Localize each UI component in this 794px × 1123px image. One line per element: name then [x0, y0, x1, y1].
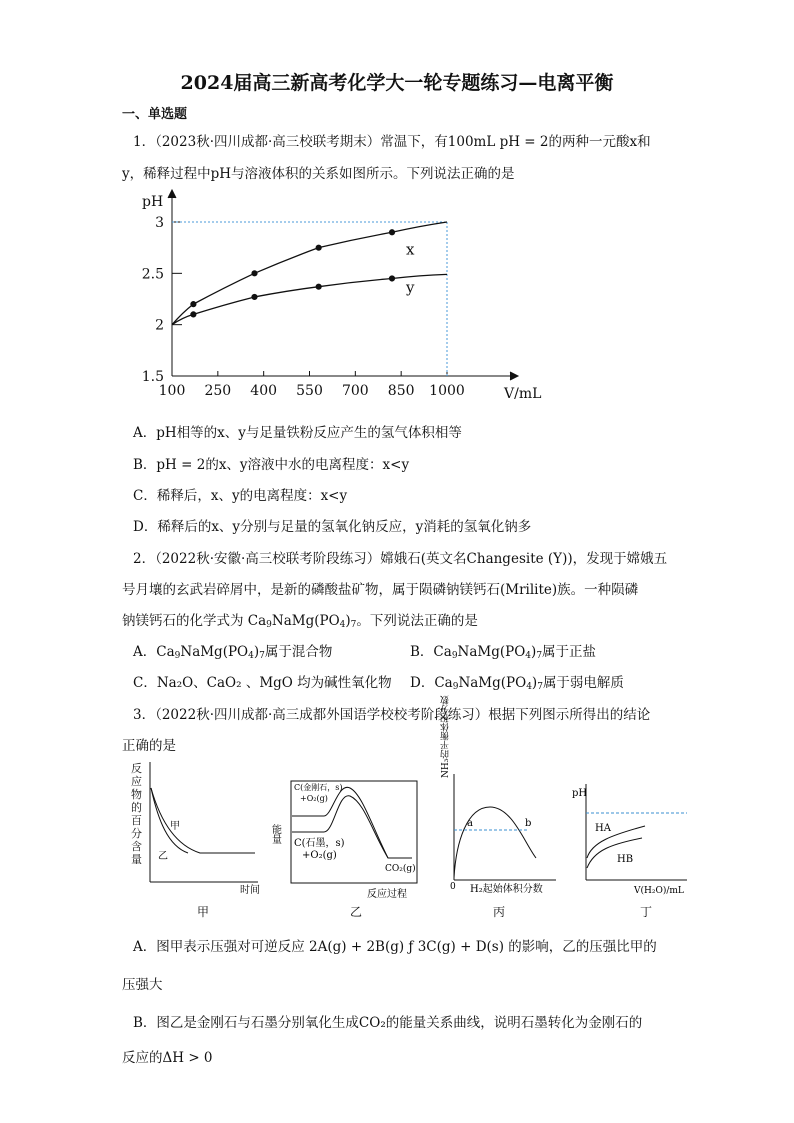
fig-yi-graphite-o2: +O₂(g): [302, 850, 337, 861]
y-tick-label: 2: [155, 317, 164, 334]
q1-option-b: B．pH = 2的x、y溶液中水的电离程度：x<y: [133, 457, 410, 473]
fig-ding-ylabel: pH: [572, 788, 588, 799]
x-axis-label: V/mL: [504, 386, 542, 402]
section-heading: 一、单选题: [122, 107, 188, 122]
q2-option-a-text: 属于混合物: [264, 644, 333, 660]
x-tick-label: 250: [204, 383, 232, 399]
x-tick-label: 700: [341, 383, 369, 399]
x-tick-label: 850: [387, 383, 415, 399]
q3-option-a-line1: A．图甲表示压强对可逆反应 2A(g) + 2B(g) ƒ 3C(g) + D(s) 的影响，乙的压强比甲的: [133, 939, 657, 955]
fig-yi-ylabel: 能量: [269, 824, 281, 844]
page-title: 2024届高三新高考化学大一轮专题练习—电离平衡: [180, 72, 614, 94]
fig-ding-ha: HA: [595, 823, 611, 834]
q2-option-d: D．$Ca_9NaMg(PO_4)_7$属于弱电解质: [410, 675, 624, 692]
fig-bing-point-a: a: [467, 818, 473, 829]
fig-yi-graphite: C(石墨，s): [294, 838, 345, 849]
series-point-y: [316, 284, 321, 289]
fig-bing-xlabel: H₂起始体积分数: [470, 884, 543, 895]
fig-jia-ylabel: 反应物的百分含量: [131, 762, 142, 866]
q2-option-d-text: 属于弱电解质: [542, 675, 624, 691]
y-tick-label: 2.5: [141, 266, 164, 283]
x-axis-arrow: [510, 372, 518, 380]
q3-figure-yi: [269, 776, 422, 901]
q3-figure-jia: [130, 760, 270, 895]
fig-ding-xlabel: V(H₂O)/mL: [634, 886, 684, 896]
fig-caption-ding: 丁: [640, 905, 653, 919]
y-tick-label: 1.5: [141, 369, 164, 385]
q2-option-b-text: 属于正盐: [542, 644, 597, 660]
series-point-x: [252, 271, 257, 276]
q2-option-b: B．$Ca_9NaMg(PO_4)_7$属于正盐: [410, 644, 597, 661]
x-tick-label: 1000: [429, 383, 465, 399]
q1-option-a: A．pH相等的x、y与足量铁粉反应产生的氢气体积相等: [133, 425, 462, 441]
q3-figure-bing: [432, 695, 562, 897]
fig-bing-origin: 0: [450, 882, 456, 892]
q3-stem-line2: 正确的是: [122, 738, 176, 754]
fig-yi-co2: CO₂(g): [385, 864, 416, 874]
fig-yi-xlabel: 反应过程: [367, 889, 407, 900]
q3-option-a-line2: 压强大: [122, 977, 163, 993]
fig-yi-diamond: C(金刚石，s): [294, 783, 343, 792]
q2-formula-prefix: 钠镁钙石的化学式为 Ca: [122, 613, 267, 629]
q3-stem-line1: 3．（2022秋·四川成都·高三成都外国语学校校考阶段练习）根据下列图示所得出的结论: [133, 707, 651, 723]
fig-yi-diamond-o2: +O₂(g): [300, 794, 328, 803]
fig-jia-xlabel: 时间: [240, 885, 260, 896]
q3-option-b-line2: 反应的ΔH > 0: [122, 1050, 213, 1066]
series-point-x: [389, 230, 394, 235]
series-point-x: [191, 302, 196, 307]
q2-stem-line2: 号月壤的玄武岩碎屑中，是新的磷酸盐矿物，属于陨磷钠镁钙石(Mrilite)族。一种陨磷: [122, 582, 639, 598]
fig-bing-ylabel: NH₃的平衡体积分数: [441, 695, 451, 778]
series-point-y: [252, 294, 257, 299]
q2-stem-line3: 钠镁钙石的化学式为 $Ca_9NaMg(PO_4)_7$。下列说法正确的是: [122, 613, 478, 630]
fig-bing-point-b: b: [525, 818, 532, 829]
fig-caption-bing: 丙: [493, 905, 506, 919]
q2-option-c: C．Na₂O、CaO₂ 、MgO 均为碱性氧化物: [133, 675, 392, 691]
series-line-x: [172, 222, 447, 325]
series-point-y: [191, 312, 196, 317]
fig-ding-hb: HB: [617, 854, 634, 865]
q2-stem-line1: 2．（2022秋·安徽·高三校联考阶段练习）嫦娥石(英文名Changesite (Y))，发现于嫦娥五: [133, 551, 668, 567]
q2-option-a: A．$Ca_9NaMg(PO_4)_7$属于混合物: [133, 644, 333, 661]
q1-option-d: D．稀释后的x、y分别与足量的氢氧化钠反应，y消耗的氢氧化钠多: [133, 519, 532, 535]
q2-stem-line3-end: 。下列说法正确的是: [356, 613, 478, 629]
x-tick-label: 400: [250, 383, 278, 399]
q1-option-c: C．稀释后，x、y的电离程度：x<y: [133, 488, 348, 504]
y-axis-label: pH: [142, 194, 164, 210]
q3-option-b-line1: B．图乙是金刚石与石墨分别氧化生成CO₂的能量关系曲线，说明石墨转化为金刚石的: [133, 1015, 643, 1031]
fig-caption-jia: 甲: [197, 905, 210, 919]
series-label-y: y: [406, 278, 415, 297]
series-point-x: [316, 245, 321, 250]
y-tick-label: 3: [155, 215, 164, 231]
q1-ph-volume-chart: [132, 186, 552, 408]
x-tick-label: 550: [296, 383, 323, 399]
fig-jia-curve-b: 乙: [158, 851, 168, 862]
x-tick-label: 100: [158, 383, 186, 399]
q1-stem-line2: y，稀释过程中pH与溶液体积的关系如图所示。下列说法正确的是: [122, 166, 515, 182]
q3-figure-ding: [572, 780, 692, 900]
series-point-y: [389, 276, 394, 281]
series-label-x: x: [406, 240, 415, 259]
q1-stem-line1: 1．（2023秋·四川成都·高三校联考期末）常温下，有100mL pH = 2的两种一元酸x和: [133, 134, 651, 150]
fig-jia-curve-a: 甲: [170, 821, 180, 832]
fig-caption-yi: 乙: [350, 905, 363, 919]
y-axis-arrow: [168, 190, 176, 198]
